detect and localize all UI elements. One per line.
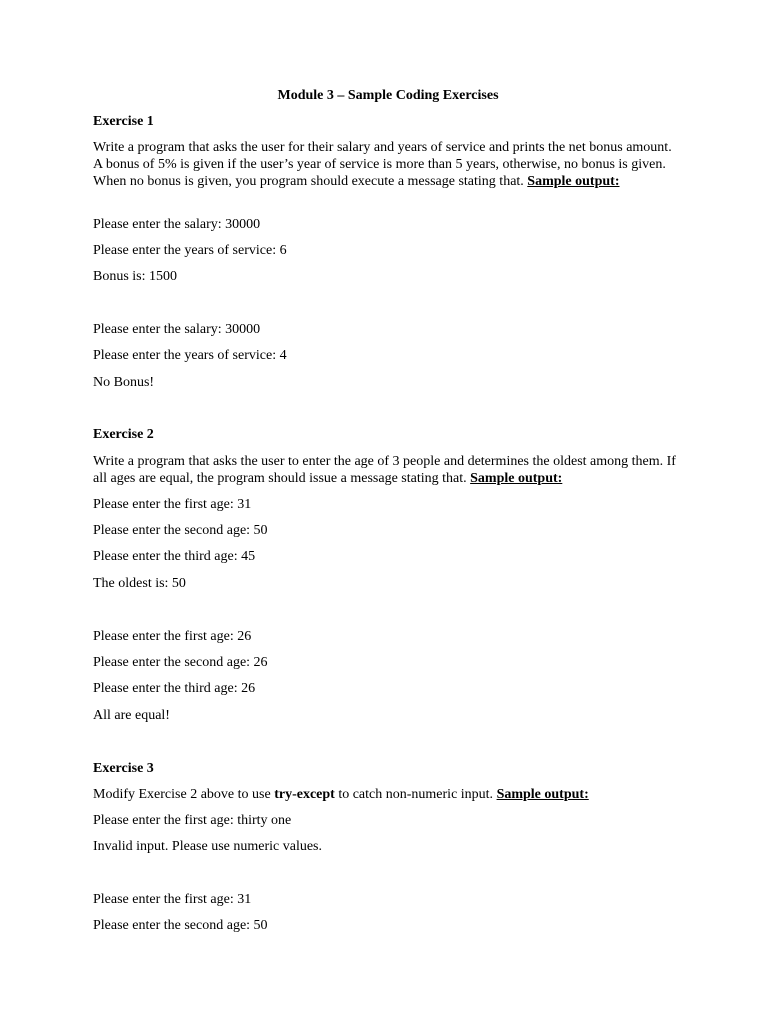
exercise-1-line: Please enter the years of service: 4 xyxy=(93,348,287,363)
exercise-1-sample-label: Sample output: xyxy=(527,174,620,189)
exercise-1-line: No Bonus! xyxy=(93,375,155,390)
document-title: Module 3 – Sample Coding Exercises xyxy=(277,88,499,103)
exercise-3-line: Please enter the first age: 31 xyxy=(93,892,252,907)
exercise-2-line: The oldest is: 50 xyxy=(93,576,186,591)
exercise-2-line: All are equal! xyxy=(93,708,170,723)
exercise-1-description xyxy=(93,139,683,190)
exercise-2-line: Please enter the second age: 50 xyxy=(93,523,268,538)
exercise-3-line: Please enter the second age: 50 xyxy=(93,918,268,933)
exercise-2-line: Please enter the third age: 45 xyxy=(93,549,256,564)
exercise-3-description-before: Modify Exercise 2 above to use xyxy=(93,787,271,802)
exercise-1-heading: Exercise 1 xyxy=(93,114,154,129)
exercise-2-line: Please enter the third age: 26 xyxy=(93,681,256,696)
exercise-2-description-text: Write a program that asks the user to enter the age of 3 people and determines the oldest among them. If all ages are equal, the program should issue a message stating that. xyxy=(93,454,676,486)
exercise-1-line: Please enter the salary: 30000 xyxy=(93,322,261,337)
exercise-3-description xyxy=(93,786,683,803)
exercise-2-line: Please enter the second age: 26 xyxy=(93,655,268,670)
exercise-2-line: Please enter the first age: 31 xyxy=(93,497,252,512)
exercise-1-line: Please enter the years of service: 6 xyxy=(93,243,287,258)
exercise-1-line: Bonus is: 1500 xyxy=(93,269,178,284)
exercise-2-description xyxy=(93,453,683,487)
exercise-1-description-text: Write a program that asks the user for their salary and years of service and prints the net bonus amount. A bonus of 5% is given if the user’s year of service is more than 5 years, otherwise, no bonus is given. When no bonus is given, you program should execute a message stating that. xyxy=(93,140,672,189)
exercise-3-line: Please enter the first age: thirty one xyxy=(93,813,292,828)
exercise-2-sample-label: Sample output: xyxy=(470,471,563,486)
exercise-3-description-after: to catch non-numeric input. xyxy=(338,787,494,802)
exercise-2-heading: Exercise 2 xyxy=(93,427,154,442)
exercise-3-keyword: try-except xyxy=(274,787,335,802)
exercise-3-heading: Exercise 3 xyxy=(93,761,154,776)
exercise-3-line: Invalid input. Please use numeric values. xyxy=(93,839,322,854)
exercise-2-line: Please enter the first age: 26 xyxy=(93,629,252,644)
exercise-3-sample-label: Sample output: xyxy=(496,787,589,802)
exercise-1-line: Please enter the salary: 30000 xyxy=(93,217,261,232)
